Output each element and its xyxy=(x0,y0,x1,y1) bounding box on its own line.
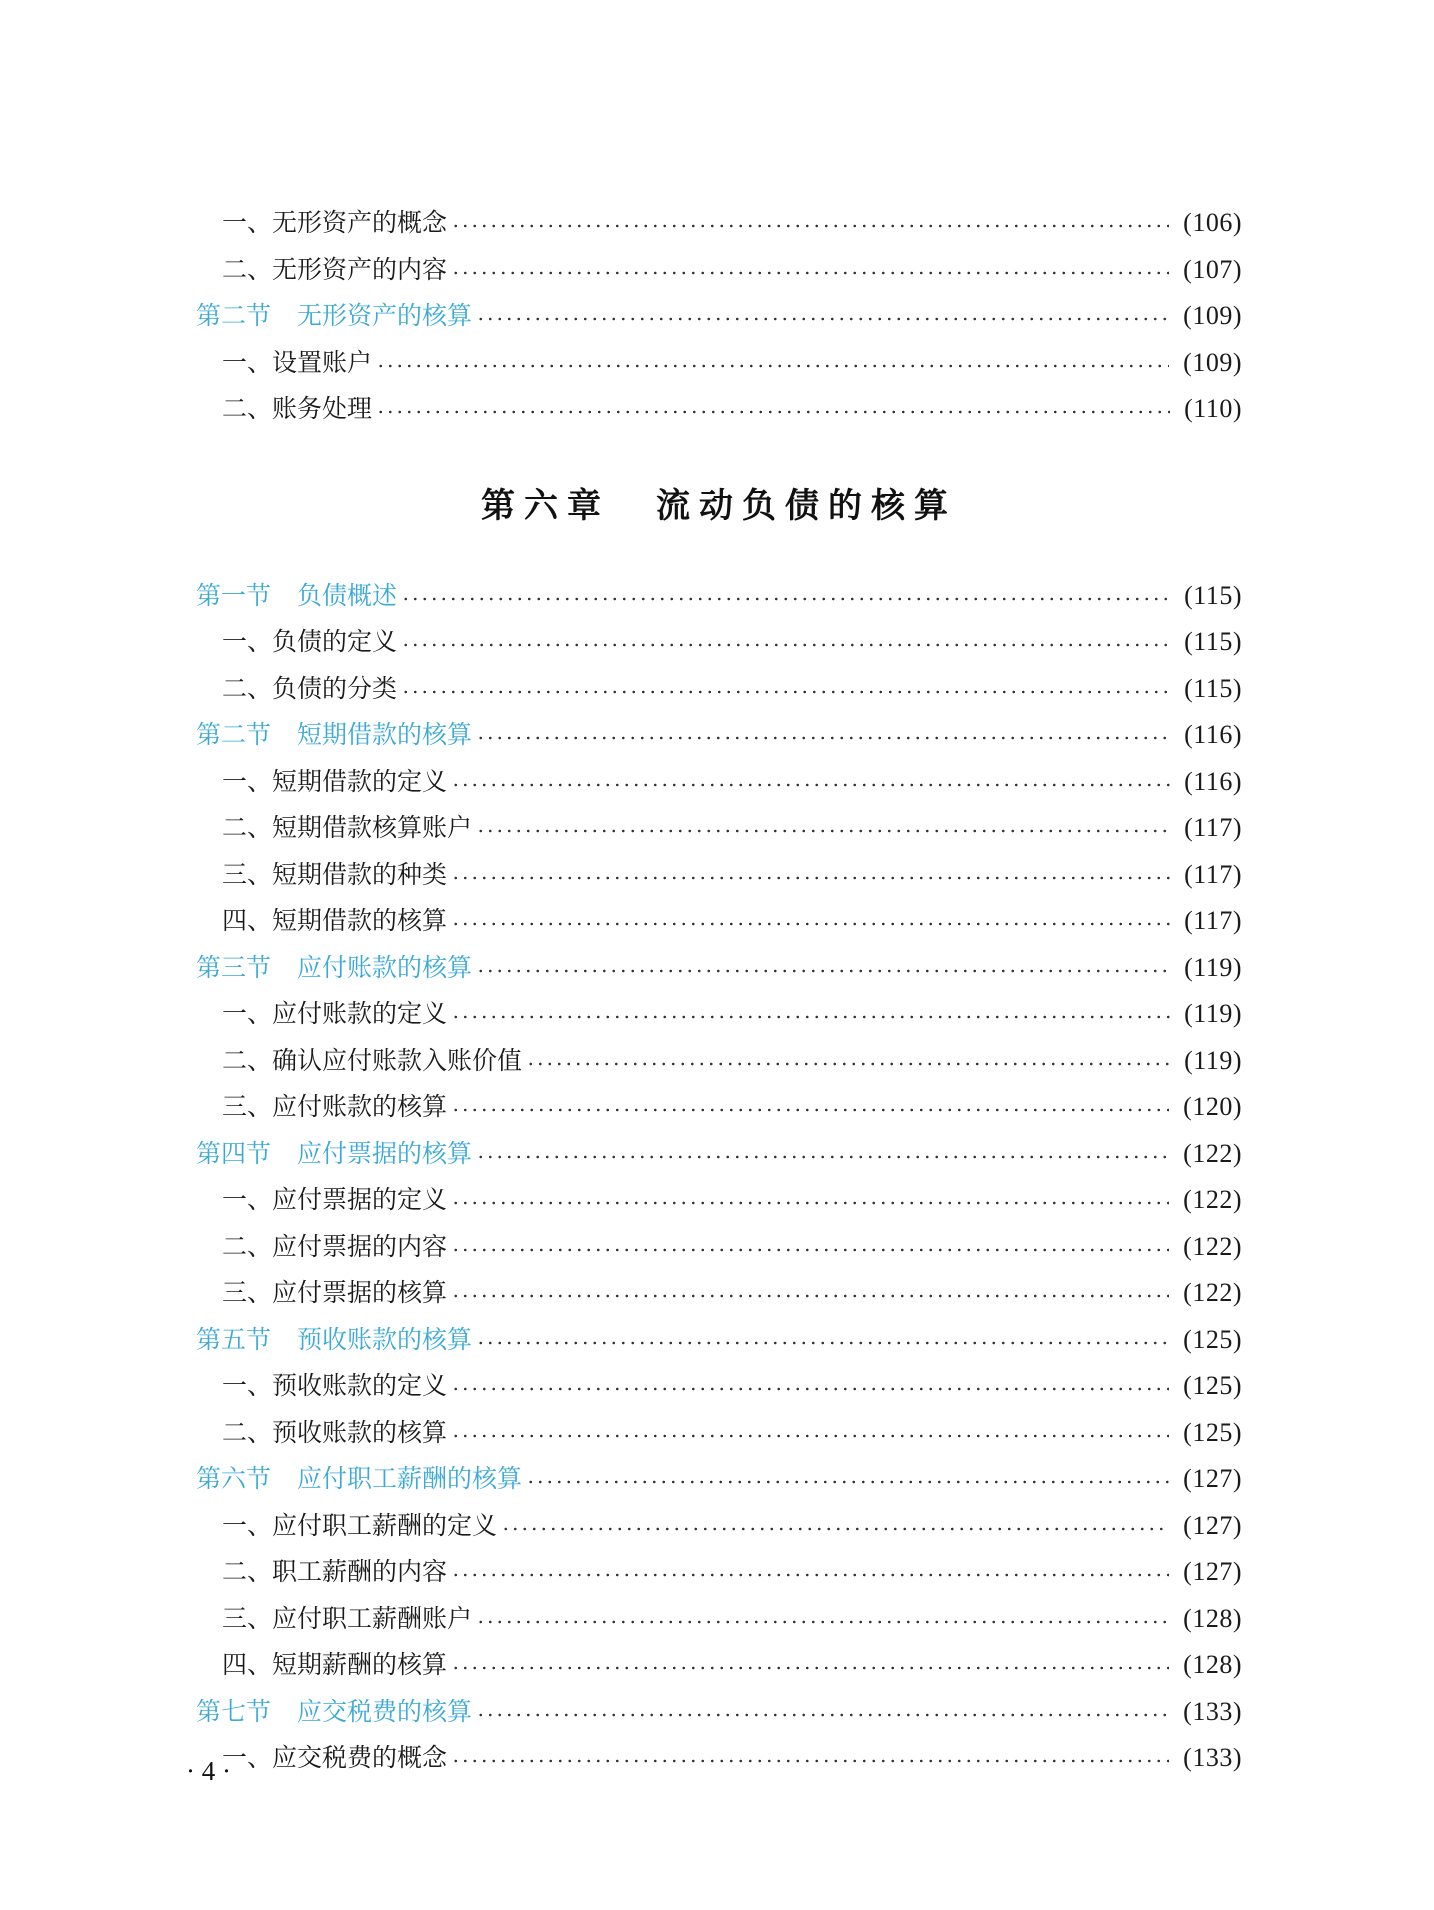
toc-section-entry[interactable] xyxy=(196,1456,1242,1503)
section-label xyxy=(196,712,472,758)
section-label xyxy=(196,1689,472,1735)
item-title: 三、应付职工薪酬账户 xyxy=(222,1603,473,1633)
section-number: 第三节 xyxy=(196,952,272,982)
toc-section-entry[interactable] xyxy=(196,1317,1242,1364)
page-reference: (125) xyxy=(1183,1324,1242,1354)
dot-leader xyxy=(451,1248,1169,1252)
section-title: 应付职工薪酬的核算 xyxy=(297,1464,523,1494)
page-reference: (115) xyxy=(1184,627,1242,657)
page-reference: (122) xyxy=(1183,1278,1242,1308)
page-reference: (119) xyxy=(1184,1045,1242,1075)
item-label xyxy=(196,1642,447,1688)
toc-item-entry[interactable] xyxy=(196,1363,1242,1410)
toc-section-entry[interactable] xyxy=(196,1689,1242,1736)
page-reference: (117) xyxy=(1184,859,1242,889)
page-reference: (110) xyxy=(1184,394,1242,424)
chapter-number: 第六章 xyxy=(481,486,610,526)
item-label xyxy=(196,852,447,898)
section-label xyxy=(196,573,397,619)
dot-leader xyxy=(451,783,1170,787)
dot-leader xyxy=(451,1666,1169,1670)
page-reference: (109) xyxy=(1183,301,1242,331)
page-reference: (128) xyxy=(1183,1650,1242,1680)
item-title: 二、负债的分类 xyxy=(222,673,398,703)
toc-item-entry[interactable] xyxy=(196,1038,1242,1085)
dot-leader xyxy=(451,1108,1169,1112)
dot-leader xyxy=(451,1201,1169,1205)
item-label xyxy=(196,1735,447,1781)
item-label xyxy=(196,1549,447,1595)
item-title: 一、短期借款的定义 xyxy=(222,766,448,796)
toc-item-entry[interactable] xyxy=(196,852,1242,899)
toc-section-entry[interactable] xyxy=(196,712,1242,759)
dot-leader xyxy=(401,643,1170,647)
item-label xyxy=(196,666,397,712)
section-number: 第四节 xyxy=(196,1138,272,1168)
item-label xyxy=(196,898,447,944)
page-reference: (119) xyxy=(1184,999,1242,1029)
toc-item-entry[interactable] xyxy=(196,1224,1242,1271)
section-title: 预收账款的核算 xyxy=(297,1324,473,1354)
section-number: 第二节 xyxy=(196,301,272,331)
dot-leader xyxy=(526,1480,1169,1484)
dot-leader xyxy=(451,1759,1169,1763)
item-label xyxy=(196,1270,447,1316)
toc-section-entry[interactable] xyxy=(196,945,1242,992)
page-reference: (127) xyxy=(1183,1464,1242,1494)
section-label xyxy=(196,1317,472,1363)
page-reference: (125) xyxy=(1183,1371,1242,1401)
item-title: 二、短期借款核算账户 xyxy=(222,813,473,843)
page-reference: (125) xyxy=(1183,1417,1242,1447)
section-number: 第五节 xyxy=(196,1324,272,1354)
dot-leader xyxy=(476,1713,1169,1717)
item-label xyxy=(196,1363,447,1409)
dot-leader xyxy=(451,224,1169,228)
item-title: 二、应付票据的内容 xyxy=(222,1231,448,1261)
item-title: 一、应付账款的定义 xyxy=(222,999,448,1029)
toc-item-entry[interactable] xyxy=(196,1084,1242,1131)
item-title: 一、应交税费的概念 xyxy=(222,1743,448,1773)
toc-item-entry[interactable] xyxy=(196,898,1242,945)
dot-leader xyxy=(476,1620,1169,1624)
item-title: 三、短期借款的种类 xyxy=(222,859,448,889)
item-label xyxy=(196,1410,447,1456)
dot-leader xyxy=(451,1573,1169,1577)
page-reference: (117) xyxy=(1184,906,1242,936)
section-label xyxy=(196,945,472,991)
toc-item-entry[interactable] xyxy=(196,200,1242,247)
page-reference: (106) xyxy=(1183,208,1242,238)
page-reference: (117) xyxy=(1184,813,1242,843)
dot-leader xyxy=(476,829,1170,833)
page-reference: (122) xyxy=(1183,1185,1242,1215)
dot-leader xyxy=(451,1387,1169,1391)
page-reference: (133) xyxy=(1183,1743,1242,1773)
item-title: 四、短期薪酬的核算 xyxy=(222,1650,448,1680)
toc-item-entry[interactable] xyxy=(196,1503,1242,1550)
toc-item-entry[interactable] xyxy=(196,340,1242,387)
item-label xyxy=(196,1224,447,1270)
item-label xyxy=(196,1596,472,1642)
item-label xyxy=(196,386,372,432)
toc-item-entry[interactable] xyxy=(196,1410,1242,1457)
table-of-contents xyxy=(196,200,1242,1782)
section-number: 第一节 xyxy=(196,580,272,610)
item-title: 二、职工薪酬的内容 xyxy=(222,1557,448,1587)
item-title: 一、无形资产的概念 xyxy=(222,208,448,238)
item-title: 一、应付职工薪酬的定义 xyxy=(222,1510,498,1540)
page-reference: (122) xyxy=(1183,1231,1242,1261)
item-title: 二、预收账款的核算 xyxy=(222,1417,448,1447)
toc-item-entry[interactable] xyxy=(196,1642,1242,1689)
toc-item-entry[interactable] xyxy=(196,386,1242,433)
toc-item-entry[interactable] xyxy=(196,666,1242,713)
section-title: 短期借款的核算 xyxy=(297,720,473,750)
dot-leader xyxy=(401,690,1170,694)
dot-leader xyxy=(451,922,1170,926)
dot-leader xyxy=(501,1527,1169,1531)
page-reference: (107) xyxy=(1183,254,1242,284)
item-title: 一、应付票据的定义 xyxy=(222,1185,448,1215)
page-reference: (115) xyxy=(1184,673,1242,703)
dot-leader xyxy=(526,1062,1170,1066)
dot-leader xyxy=(451,1434,1169,1438)
section-number: 第六节 xyxy=(196,1464,272,1494)
item-title: 一、预收账款的定义 xyxy=(222,1371,448,1401)
item-title: 二、确认应付账款入账价值 xyxy=(222,1045,523,1075)
page-reference: (133) xyxy=(1183,1696,1242,1726)
section-title: 应付票据的核算 xyxy=(297,1138,473,1168)
item-title: 一、负债的定义 xyxy=(222,627,398,657)
dot-leader xyxy=(376,410,1170,414)
item-title: 四、短期借款的核算 xyxy=(222,906,448,936)
dot-leader xyxy=(476,1155,1169,1159)
section-label xyxy=(196,293,472,339)
page-number-footer: · 4 · xyxy=(186,1756,231,1786)
section-title: 无形资产的核算 xyxy=(297,301,473,331)
section-title: 应付账款的核算 xyxy=(297,952,473,982)
chapter-heading xyxy=(196,433,1242,573)
item-label xyxy=(196,1084,447,1130)
item-title: 三、应付票据的核算 xyxy=(222,1278,448,1308)
page-reference: (122) xyxy=(1183,1138,1242,1168)
toc-item-entry[interactable] xyxy=(196,619,1242,666)
toc-item-entry[interactable] xyxy=(196,805,1242,852)
page-reference: (116) xyxy=(1184,720,1242,750)
page-reference: (120) xyxy=(1183,1092,1242,1122)
item-label xyxy=(196,805,472,851)
section-number: 第七节 xyxy=(196,1696,272,1726)
page-reference: (128) xyxy=(1183,1603,1242,1633)
toc-item-entry[interactable] xyxy=(196,759,1242,806)
toc-rows-after xyxy=(196,573,1242,1782)
page-reference: (119) xyxy=(1184,952,1242,982)
toc-item-entry[interactable] xyxy=(196,1735,1242,1782)
page-reference: (127) xyxy=(1183,1557,1242,1587)
page-reference: (116) xyxy=(1184,766,1242,796)
item-label xyxy=(196,1177,447,1223)
dot-leader xyxy=(451,1015,1170,1019)
item-title: 三、应付账款的核算 xyxy=(222,1092,448,1122)
section-label xyxy=(196,1131,472,1177)
item-title: 二、账务处理 xyxy=(222,394,373,424)
toc-item-entry[interactable] xyxy=(196,1270,1242,1317)
toc-item-entry[interactable] xyxy=(196,247,1242,294)
page-reference: (109) xyxy=(1183,347,1242,377)
chapter-title: 流动负债的核算 xyxy=(656,486,957,526)
dot-leader xyxy=(451,1294,1169,1298)
dot-leader xyxy=(401,597,1170,601)
dot-leader xyxy=(476,317,1169,321)
section-label xyxy=(196,1456,522,1502)
item-title: 一、设置账户 xyxy=(222,347,373,377)
section-title: 应交税费的核算 xyxy=(297,1696,473,1726)
item-label xyxy=(196,1503,497,1549)
item-label xyxy=(196,991,447,1037)
toc-section-entry[interactable] xyxy=(196,1131,1242,1178)
dot-leader xyxy=(451,876,1170,880)
item-title: 二、无形资产的内容 xyxy=(222,254,448,284)
toc-item-entry[interactable] xyxy=(196,1177,1242,1224)
section-title: 负债概述 xyxy=(297,580,398,610)
page-reference: (115) xyxy=(1184,580,1242,610)
toc-item-entry[interactable] xyxy=(196,991,1242,1038)
dot-leader xyxy=(451,271,1169,275)
page-reference: (127) xyxy=(1183,1510,1242,1540)
dot-leader xyxy=(476,969,1170,973)
item-label xyxy=(196,619,397,665)
section-number: 第二节 xyxy=(196,720,272,750)
item-label xyxy=(196,247,447,293)
item-label xyxy=(196,200,447,246)
toc-rows-before xyxy=(196,200,1242,433)
dot-leader xyxy=(476,736,1170,740)
toc-section-entry[interactable] xyxy=(196,573,1242,620)
item-label xyxy=(196,340,372,386)
toc-section-entry[interactable] xyxy=(196,293,1242,340)
toc-item-entry[interactable] xyxy=(196,1549,1242,1596)
dot-leader xyxy=(476,1341,1169,1345)
item-label xyxy=(196,1038,522,1084)
toc-item-entry[interactable] xyxy=(196,1596,1242,1643)
dot-leader xyxy=(376,364,1169,368)
item-label xyxy=(196,759,447,805)
